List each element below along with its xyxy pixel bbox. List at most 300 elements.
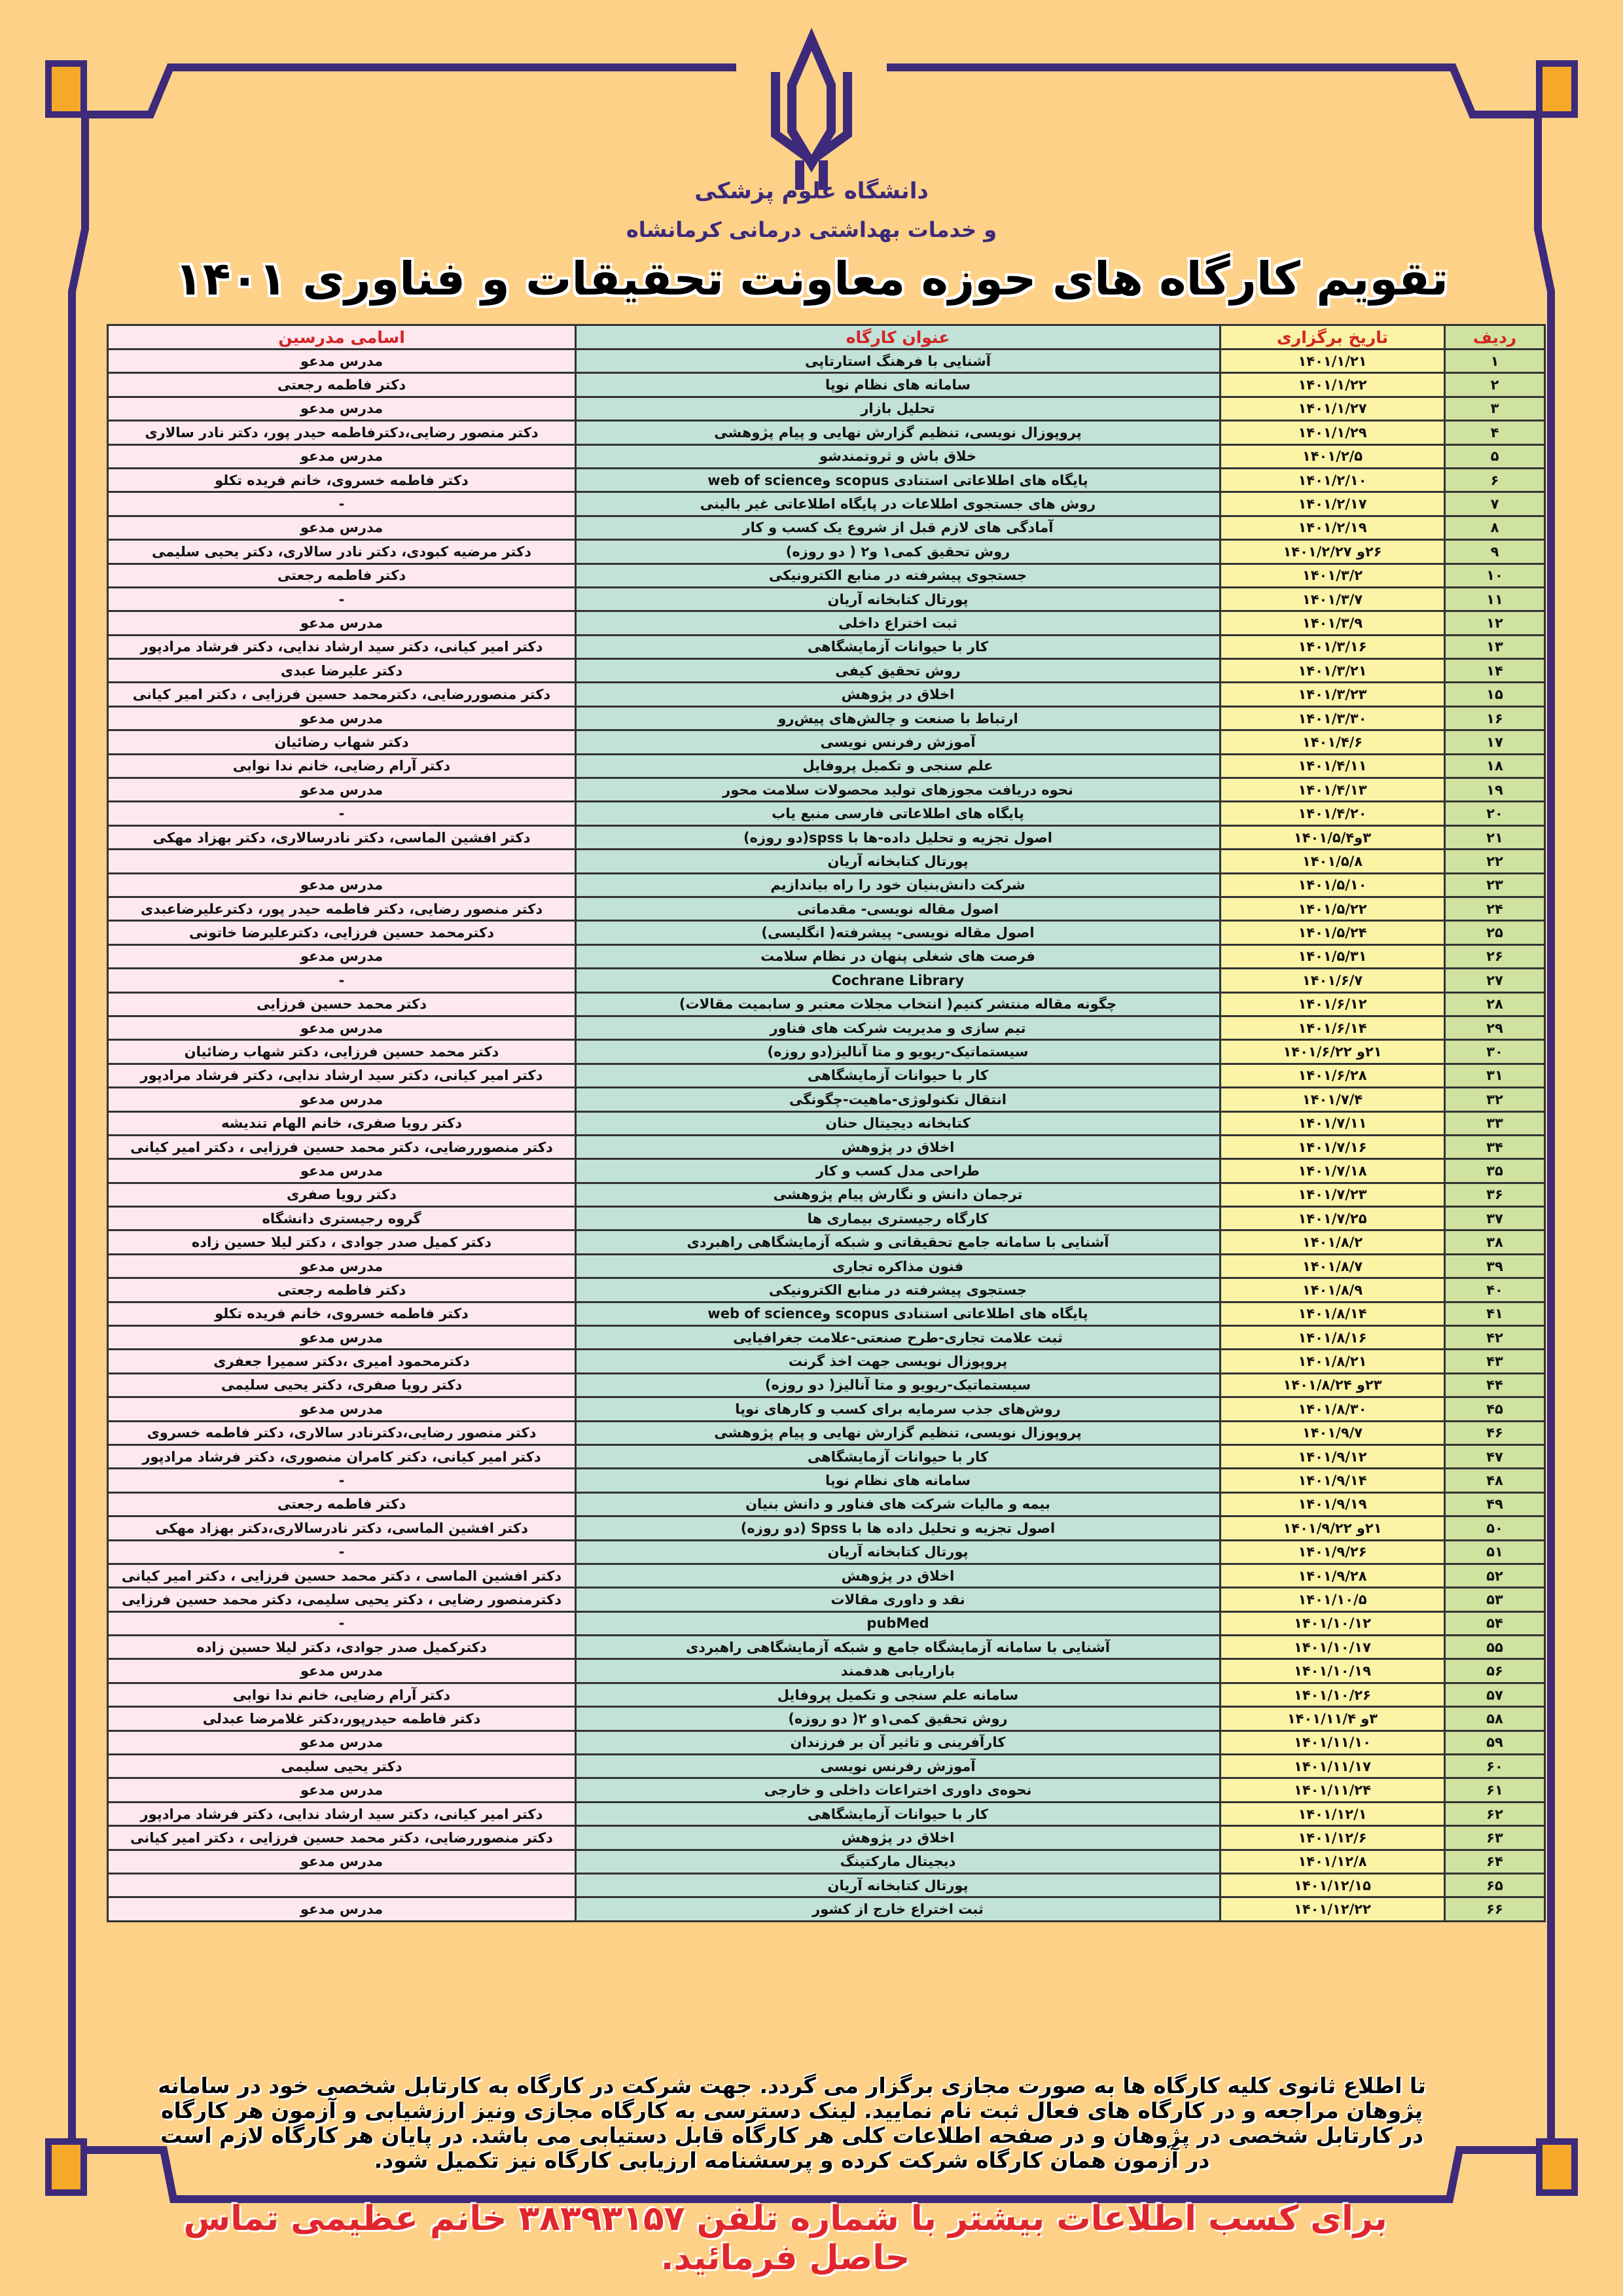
row-number: ۷ xyxy=(1445,492,1545,516)
table-row xyxy=(108,1588,1545,1611)
row-instructors: دکتر مرضیه کبودی، دکتر نادر سالاری، دکتر یحیی سلیمی xyxy=(108,540,576,564)
row-date: ۱۴۰۱/۱۲/۱ xyxy=(1221,1802,1445,1825)
row-instructors: دکتر فاطمه خسروی، خانم فریده تکلو xyxy=(108,1302,576,1325)
row-instructors: دکتر افشین الماسی ، دکتر محمد حسین فرزایی ، دکتر امیر کیانی xyxy=(108,1564,576,1587)
row-number: ۴۷ xyxy=(1445,1444,1545,1468)
row-date: ۱۴۰۱/۹/۲۸ xyxy=(1221,1564,1445,1587)
row-workshop-title: پورتال کتابخانه آریان xyxy=(576,1874,1221,1897)
row-date: ۳و ۱۴۰۱/۱۱/۴ xyxy=(1221,1707,1445,1731)
row-date: ۱۴۰۱/۸/۲ xyxy=(1221,1230,1445,1254)
table-row xyxy=(108,1874,1545,1897)
table-row xyxy=(108,350,1545,373)
row-date: ۱۴۰۱/۶/۱۴ xyxy=(1221,1016,1445,1039)
table-row xyxy=(108,659,1545,683)
table-row xyxy=(108,730,1545,754)
row-number: ۳۱ xyxy=(1445,1064,1545,1087)
row-date: ۱۴۰۱/۱۲/۶ xyxy=(1221,1826,1445,1850)
row-date: ۱۴۰۱/۷/۲۳ xyxy=(1221,1183,1445,1206)
table-row xyxy=(108,802,1545,825)
row-workshop-title: کار با حیوانات آزمایشگاهی xyxy=(576,635,1221,658)
row-number: ۴۸ xyxy=(1445,1469,1545,1492)
row-number: ۴ xyxy=(1445,421,1545,444)
row-instructors: مدرس مدعو xyxy=(108,611,576,635)
row-workshop-title: بازاریابی هدفمند xyxy=(576,1659,1221,1683)
table-body xyxy=(108,350,1545,1922)
row-instructors: دکتر کمیل صدر جوادی ، دکتر لیلا حسین زاده xyxy=(108,1230,576,1254)
row-number: ۹ xyxy=(1445,540,1545,564)
row-number: ۳۴ xyxy=(1445,1135,1545,1158)
row-number: ۶۲ xyxy=(1445,1802,1545,1825)
row-instructors: دکتر منصوررضایی، دکترمحمد حسین فرزایی ، دکتر امیر کیانی xyxy=(108,683,576,706)
row-date: ۱۴۰۱/۳/۲ xyxy=(1221,564,1445,587)
row-instructors: دکتر امیر کیانی، دکتر سید ارشاد ندایی، دکتر فرشاد مرادپور xyxy=(108,1064,576,1087)
row-number: ۵۵ xyxy=(1445,1636,1545,1659)
row-workshop-title: روش تحقیق کمی۱ و۲ ( دو روزه) xyxy=(576,540,1221,564)
row-number: ۱۳ xyxy=(1445,635,1545,658)
row-date: ۱۴۰۱/۳/۷ xyxy=(1221,587,1445,611)
row-instructors: مدرس مدعو xyxy=(108,397,576,420)
table-row xyxy=(108,1731,1545,1754)
row-instructors: دکتر آرام رضایی، خانم ندا نوابی xyxy=(108,754,576,778)
table-row xyxy=(108,944,1545,968)
row-workshop-title: پورتال کتابخانه آریان xyxy=(576,587,1221,611)
table-header-row xyxy=(108,325,1545,350)
row-date: ۱۴۰۱/۱۱/۲۴ xyxy=(1221,1778,1445,1802)
table-row xyxy=(108,611,1545,635)
row-number: ۳۰ xyxy=(1445,1040,1545,1064)
row-instructors: - xyxy=(108,492,576,516)
row-instructors: دکترکمیل صدر جوادی، دکتر لیلا حسین زاده xyxy=(108,1636,576,1659)
row-instructors: مدرس مدعو xyxy=(108,1159,576,1183)
table-row xyxy=(108,421,1545,444)
row-date: ۱۴۰۱/۹/۱۲ xyxy=(1221,1444,1445,1468)
row-instructors: مدرس مدعو xyxy=(108,444,576,468)
row-date: ۱۴۰۱/۱۰/۵ xyxy=(1221,1588,1445,1611)
row-workshop-title: جستجوی پیشرفته در منابع الکترونیکی xyxy=(576,564,1221,587)
row-workshop-title: کار با حیوانات آزمایشگاهی xyxy=(576,1064,1221,1087)
row-date: ۱۴۰۱/۶/۱۲ xyxy=(1221,992,1445,1016)
row-date: ۱۴۰۱/۸/۱۶ xyxy=(1221,1326,1445,1350)
row-instructors: دکتر رویا صفری xyxy=(108,1183,576,1206)
row-instructors: دکتر منصور رضایی،دکترنادر سالاری، دکتر فاطمه خسروی xyxy=(108,1421,576,1444)
table-row xyxy=(108,778,1545,802)
row-instructors: دکتر امیر کیانی، دکتر کامران منصوری، دکتر فرشاد مرادپور xyxy=(108,1444,576,1468)
row-date: ۲۱و ۱۴۰۱/۶/۲۲ xyxy=(1221,1040,1445,1064)
row-workshop-title: پروپوزال نویسی جهت اخذ گرنت xyxy=(576,1350,1221,1373)
row-workshop-title: پورتال کتابخانه آریان xyxy=(576,850,1221,873)
row-instructors: - xyxy=(108,1469,576,1492)
row-instructors: دکتر رویا صفری، دکتر یحیی سلیمی xyxy=(108,1373,576,1397)
row-instructors: دکتر رویا صفری، خانم الهام تندیشه xyxy=(108,1111,576,1135)
row-date: ۱۴۰۱/۵/۳۱ xyxy=(1221,944,1445,968)
table-row xyxy=(108,1111,1545,1135)
row-date: ۱۴۰۱/۷/۱۸ xyxy=(1221,1159,1445,1183)
contact-info: برای کسب اطلاعات بیشتر با شماره تلفن ۳۸۳۹۳۱۵۷ خانم عظیمی تماس حاصل فرمائید. xyxy=(183,2199,1387,2278)
row-number: ۱۶ xyxy=(1445,706,1545,730)
table-row xyxy=(108,587,1545,611)
row-number: ۴۹ xyxy=(1445,1492,1545,1516)
row-instructors: دکترمحمد حسین فرزایی، دکترعلیرضا خاتونی xyxy=(108,921,576,944)
row-number: ۵۹ xyxy=(1445,1731,1545,1754)
row-number: ۵۱ xyxy=(1445,1540,1545,1564)
row-workshop-title: بیمه و مالیات شرکت های فناور و دانش بنیان xyxy=(576,1492,1221,1516)
row-instructors: مدرس مدعو xyxy=(108,1731,576,1754)
row-date: ۱۴۰۱/۵/۸ xyxy=(1221,850,1445,873)
row-number: ۱۰ xyxy=(1445,564,1545,587)
row-instructors: دکتر امیر کیانی، دکتر سید ارشاد ندایی، دکتر فرشاد مرادپور xyxy=(108,1802,576,1825)
row-instructors: دکتر فاطمه رجعتی xyxy=(108,1492,576,1516)
table-row xyxy=(108,1826,1545,1850)
row-date: ۱۴۰۱/۱۰/۱۹ xyxy=(1221,1659,1445,1683)
row-instructors: دکتر فاطمه رجعتی xyxy=(108,1278,576,1302)
row-instructors: مدرس مدعو xyxy=(108,1850,576,1873)
row-date: ۱۴۰۱/۸/۳۰ xyxy=(1221,1397,1445,1421)
row-instructors: دکتر محمد حسین فرزایی xyxy=(108,992,576,1016)
row-date: ۱۴۰۱/۵/۱۰ xyxy=(1221,873,1445,897)
table-row xyxy=(108,1421,1545,1444)
table-row xyxy=(108,1469,1545,1492)
row-number: ۳۷ xyxy=(1445,1207,1545,1230)
row-number: ۱۸ xyxy=(1445,754,1545,778)
column-header-row-number: ردیف xyxy=(1445,325,1545,350)
row-instructors xyxy=(108,1874,576,1897)
row-instructors xyxy=(108,850,576,873)
row-workshop-title: شرکت دانش‌بنیان خود را راه بیاندازیم xyxy=(576,873,1221,897)
row-number: ۴۴ xyxy=(1445,1373,1545,1397)
row-date: ۱۴۰۱/۳/۲۱ xyxy=(1221,659,1445,683)
row-number: ۳۶ xyxy=(1445,1183,1545,1206)
row-instructors: دکتر فاطمه رجعتی xyxy=(108,564,576,587)
table-row xyxy=(108,1254,1545,1278)
row-date: ۱۴۰۱/۳/۲۳ xyxy=(1221,683,1445,706)
table-row xyxy=(108,397,1545,420)
table-row xyxy=(108,1444,1545,1468)
row-instructors: دکتر یحیی سلیمی xyxy=(108,1755,576,1778)
university-name-line2: و خدمات بهداشتی درمانی کرمانشاه xyxy=(626,217,997,242)
row-workshop-title: آشنایی با سامانه جامع تحقیقاتی و شبکه آزمایشگاهی راهبردی xyxy=(576,1230,1221,1254)
row-date: ۱۴۰۱/۶/۲۸ xyxy=(1221,1064,1445,1087)
row-date: ۱۴۰۱/۹/۱۴ xyxy=(1221,1469,1445,1492)
table-row xyxy=(108,1326,1545,1350)
table-row xyxy=(108,564,1545,587)
row-instructors: مدرس مدعو xyxy=(108,1659,576,1683)
row-instructors: دکتر منصوررضایی، دکتر محمد حسین فرزایی ، دکتر امیر کیانی xyxy=(108,1135,576,1158)
row-workshop-title: دیجیتال مارکتینگ xyxy=(576,1850,1221,1873)
table-row xyxy=(108,1135,1545,1158)
table-row xyxy=(108,992,1545,1016)
table-row xyxy=(108,444,1545,468)
row-date: ۲۳و ۱۴۰۱/۸/۲۴ xyxy=(1221,1373,1445,1397)
row-instructors: - xyxy=(108,587,576,611)
row-workshop-title: پایگاه های اطلاعاتی استنادی scopus وweb of science xyxy=(576,468,1221,492)
row-instructors: دکترمنصور رضایی ، دکتر یحیی سلیمی، دکتر محمد حسین فرزایی xyxy=(108,1588,576,1611)
row-date: ۱۴۰۱/۱/۲۱ xyxy=(1221,350,1445,373)
row-number: ۸ xyxy=(1445,516,1545,539)
row-number: ۳۳ xyxy=(1445,1111,1545,1135)
row-workshop-title: اخلاق در پژوهش xyxy=(576,683,1221,706)
row-workshop-title: چگونه مقاله منتشر کنیم( انتخاب مجلات معتبر و سابمیت مقالات) xyxy=(576,992,1221,1016)
row-workshop-title: ثبت اختراع خارج از کشور xyxy=(576,1897,1221,1921)
row-number: ۶۵ xyxy=(1445,1874,1545,1897)
row-workshop-title: نحوه‌ی داوری اختراعات داخلی و خارجی xyxy=(576,1778,1221,1802)
table-row xyxy=(108,1850,1545,1873)
row-date: ۱۴۰۱/۱۲/۱۵ xyxy=(1221,1874,1445,1897)
row-workshop-title: انتقال تکنولوژی-ماهیت-چگونگی xyxy=(576,1088,1221,1111)
table-row xyxy=(108,1159,1545,1183)
row-number: ۱۵ xyxy=(1445,683,1545,706)
row-workshop-title: اصول مقاله نویسی- پیشرفته( انگلیسی) xyxy=(576,921,1221,944)
row-workshop-title: آمادگی های لازم قبل از شروع یک کسب و کار xyxy=(576,516,1221,539)
footer-note: تا اطلاع ثانوی کلیه کارگاه ها به صورت مجازی برگزار می گردد. جهت شرکت در کارگاه به کارتابل شخصی خود در سامانه پژوهان مراجعه و در کارگاه های فعال ثبت نام نمایید. لینک دسترسی به کارگاه مجازی ونیز ارزشیابی و آزمون هر کارگاه در کارتابل شخصی در پژوهان و در صفحه اطلاعات کلی هر کارگاه قابل دستیابی می باشد. در پایان هر کارگاه لازم است در آزمون همان کارگاه شرکت کرده و پرسشنامه ارزیابی کارگاه نیز تکمیل شود. xyxy=(158,2073,1426,2173)
row-instructors: دکترمحمود امیری ،دکتر سمیرا جعفری xyxy=(108,1350,576,1373)
row-workshop-title: پروپوزال نویسی، تنظیم گزارش نهایی و پیام پژوهشی xyxy=(576,421,1221,444)
row-instructors: دکتر فاطمه رجعتی xyxy=(108,373,576,397)
table-row xyxy=(108,1302,1545,1325)
row-date: ۱۴۰۱/۹/۷ xyxy=(1221,1421,1445,1444)
kums-logo-icon xyxy=(776,39,847,190)
row-workshop-title: روش‌های جذب سرمایه برای کسب و کارهای نوپا xyxy=(576,1397,1221,1421)
row-workshop-title: آشنایی با فرهنگ استارتاپی xyxy=(576,350,1221,373)
row-workshop-title: کار با حیوانات آزمایشگاهی xyxy=(576,1444,1221,1468)
table-row xyxy=(108,1611,1545,1635)
row-date: ۱۴۰۱/۹/۱۹ xyxy=(1221,1492,1445,1516)
row-workshop-title: سیستماتیک-ریویو و متا آنالیز(دو روزه) xyxy=(576,1040,1221,1064)
row-date: ۱۴۰۱/۷/۴ xyxy=(1221,1088,1445,1111)
table-row xyxy=(108,754,1545,778)
row-number: ۲۳ xyxy=(1445,873,1545,897)
row-date: ۱۴۰۱/۳/۹ xyxy=(1221,611,1445,635)
workshop-calendar-table xyxy=(107,324,1546,1922)
table-row xyxy=(108,1755,1545,1778)
row-date: ۱۴۰۱/۲/۱۹ xyxy=(1221,516,1445,539)
row-date: ۳و۱۴۰۱/۵/۴ xyxy=(1221,825,1445,849)
table-row xyxy=(108,1659,1545,1683)
page-title: تقویم کارگاه های حوزه معاونت تحقیقات و فناوری ۱۴۰۱ xyxy=(174,252,1449,306)
row-number: ۱۲ xyxy=(1445,611,1545,635)
row-number: ۵۰ xyxy=(1445,1516,1545,1540)
table-row xyxy=(108,1088,1545,1111)
row-workshop-title: اصول تجزیه و تحلیل داده-ها با spss(دو روزه) xyxy=(576,825,1221,849)
row-date: ۱۴۰۱/۱/۲۲ xyxy=(1221,373,1445,397)
row-instructors: دکتر محمد حسین فرزایی، دکتر شهاب رضائیان xyxy=(108,1040,576,1064)
table-row xyxy=(108,468,1545,492)
row-number: ۲۷ xyxy=(1445,969,1545,992)
row-workshop-title: سامانه های نظام نوپا xyxy=(576,373,1221,397)
row-date: ۱۴۰۱/۱۱/۱۰ xyxy=(1221,1731,1445,1754)
row-number: ۴۰ xyxy=(1445,1278,1545,1302)
table-row xyxy=(108,706,1545,730)
row-instructors: مدرس مدعو xyxy=(108,350,576,373)
row-date: ۱۴۰۱/۸/۲۱ xyxy=(1221,1350,1445,1373)
row-number: ۵۲ xyxy=(1445,1564,1545,1587)
row-date: ۱۴۰۱/۱/۲۷ xyxy=(1221,397,1445,420)
row-date: ۱۴۰۱/۵/۲۴ xyxy=(1221,921,1445,944)
row-workshop-title: ثبت علامت تجاری-طرح صنعتی-علامت جغرافیایی xyxy=(576,1326,1221,1350)
row-date: ۱۴۰۱/۱۰/۱۷ xyxy=(1221,1636,1445,1659)
row-workshop-title: اخلاق در پژوهش xyxy=(576,1135,1221,1158)
row-number: ۲ xyxy=(1445,373,1545,397)
table-row xyxy=(108,1207,1545,1230)
row-instructors: گروه رجیستری دانشگاه xyxy=(108,1207,576,1230)
row-date: ۱۴۰۱/۳/۱۶ xyxy=(1221,635,1445,658)
row-workshop-title: فرصت های شغلی پنهان در نظام سلامت xyxy=(576,944,1221,968)
row-date: ۱۴۰۱/۱/۲۹ xyxy=(1221,421,1445,444)
row-date: ۱۴۰۱/۵/۲۲ xyxy=(1221,897,1445,920)
row-workshop-title: سامانه علم سنجی و تکمیل پروفایل xyxy=(576,1683,1221,1706)
row-date: ۱۴۰۱/۸/۷ xyxy=(1221,1254,1445,1278)
row-workshop-title: روش تحقیق کیفی xyxy=(576,659,1221,683)
row-number: ۲۶ xyxy=(1445,944,1545,968)
table-row xyxy=(108,1278,1545,1302)
row-instructors: دکتر شهاب رضائیان xyxy=(108,730,576,754)
row-number: ۲۰ xyxy=(1445,802,1545,825)
row-number: ۵۷ xyxy=(1445,1683,1545,1706)
row-number: ۶۶ xyxy=(1445,1897,1545,1921)
row-number: ۲۵ xyxy=(1445,921,1545,944)
row-workshop-title: Cochrane Library xyxy=(576,969,1221,992)
table-row xyxy=(108,1516,1545,1540)
row-instructors: مدرس مدعو xyxy=(108,1897,576,1921)
table-row xyxy=(108,921,1545,944)
row-number: ۳۵ xyxy=(1445,1159,1545,1183)
column-header-workshop-title: عنوان کارگاه xyxy=(576,325,1221,350)
row-instructors: - xyxy=(108,969,576,992)
row-workshop-title: ترجمان دانش و نگارش پیام پژوهشی xyxy=(576,1183,1221,1206)
row-date: ۱۴۰۱/۳/۳۰ xyxy=(1221,706,1445,730)
row-instructors: مدرس مدعو xyxy=(108,1088,576,1111)
row-workshop-title: روش های جستجوی اطلاعات در پایگاه اطلاعاتی غیر بالینی xyxy=(576,492,1221,516)
table-row xyxy=(108,1183,1545,1206)
table-row xyxy=(108,1373,1545,1397)
row-workshop-title: تحلیل بازار xyxy=(576,397,1221,420)
table-row xyxy=(108,1683,1545,1706)
table-row xyxy=(108,635,1545,658)
row-number: ۴۳ xyxy=(1445,1350,1545,1373)
row-number: ۳ xyxy=(1445,397,1545,420)
row-date: ۱۴۰۱/۷/۱۶ xyxy=(1221,1135,1445,1158)
row-workshop-title: ارتباط با صنعت و چالش‌های پیش‌رو xyxy=(576,706,1221,730)
row-number: ۶ xyxy=(1445,468,1545,492)
row-instructors: مدرس مدعو xyxy=(108,516,576,539)
row-date: ۱۴۰۱/۲/۱۰ xyxy=(1221,468,1445,492)
university-name-line1: دانشگاه علوم پزشکی xyxy=(694,178,929,204)
row-date: ۲۱و ۱۴۰۱/۹/۲۲ xyxy=(1221,1516,1445,1540)
row-date: ۱۴۰۱/۲/۵ xyxy=(1221,444,1445,468)
table-row xyxy=(108,492,1545,516)
row-date: ۱۴۰۱/۷/۲۵ xyxy=(1221,1207,1445,1230)
row-number: ۱۷ xyxy=(1445,730,1545,754)
row-number: ۱۱ xyxy=(1445,587,1545,611)
table-row xyxy=(108,873,1545,897)
table-row xyxy=(108,516,1545,539)
row-workshop-title: فنون مذاکره تجاری xyxy=(576,1254,1221,1278)
row-number: ۴۶ xyxy=(1445,1421,1545,1444)
row-date: ۱۴۰۱/۴/۱۳ xyxy=(1221,778,1445,802)
row-workshop-title: پروپوزال نویسی، تنظیم گزارش نهایی و پیام پژوهشی xyxy=(576,1421,1221,1444)
row-workshop-title: آموزش رفرنس نویسی xyxy=(576,730,1221,754)
row-number: ۶۳ xyxy=(1445,1826,1545,1850)
table-row xyxy=(108,850,1545,873)
row-instructors: دکتر منصوررضایی، دکتر محمد حسین فرزایی ، دکتر امیر کیانی xyxy=(108,1826,576,1850)
row-workshop-title: کارگاه رجیستری بیماری ها xyxy=(576,1207,1221,1230)
row-instructors: مدرس مدعو xyxy=(108,1778,576,1802)
table-row xyxy=(108,1540,1545,1564)
row-workshop-title: پورتال کتابخانه آریان xyxy=(576,1540,1221,1564)
row-number: ۵۶ xyxy=(1445,1659,1545,1683)
row-date: ۱۴۰۱/۸/۹ xyxy=(1221,1278,1445,1302)
row-date: ۱۴۰۱/۲/۱۷ xyxy=(1221,492,1445,516)
row-date: ۱۴۰۱/۱۲/۸ xyxy=(1221,1850,1445,1873)
row-workshop-title: اصول تجزیه و تحلیل داده ها با Spss (دو روزه) xyxy=(576,1516,1221,1540)
table-row xyxy=(108,969,1545,992)
row-instructors: دکتر افشین الماسی، دکتر نادرسالاری،دکتر بهزاد مهکی xyxy=(108,1516,576,1540)
table-row xyxy=(108,825,1545,849)
row-workshop-title: طراحی مدل کسب و کار xyxy=(576,1159,1221,1183)
table-row xyxy=(108,1778,1545,1802)
row-instructors: مدرس مدعو xyxy=(108,1397,576,1421)
row-instructors: - xyxy=(108,1540,576,1564)
row-instructors: دکتر امیر کیانی، دکتر سید ارشاد ندایی، دکتر فرشاد مرادپور xyxy=(108,635,576,658)
column-header-instructors: اسامی مدرسین xyxy=(108,325,576,350)
row-number: ۲۱ xyxy=(1445,825,1545,849)
row-date: ۲۶و ۱۴۰۱/۲/۲۷ xyxy=(1221,540,1445,564)
row-workshop-title: کتابخانه دیجیتال حنان xyxy=(576,1111,1221,1135)
row-number: ۶۴ xyxy=(1445,1850,1545,1873)
row-date: ۱۴۰۱/۱۰/۱۲ xyxy=(1221,1611,1445,1635)
row-instructors: دکتر علیرضا عبدی xyxy=(108,659,576,683)
row-workshop-title: اصول مقاله نویسی- مقدماتی xyxy=(576,897,1221,920)
row-number: ۳۸ xyxy=(1445,1230,1545,1254)
table-row xyxy=(108,1064,1545,1087)
table-row xyxy=(108,1707,1545,1731)
row-instructors: دکتر فاطمه حیدرپور،دکتر غلامرضا عبدلی xyxy=(108,1707,576,1731)
table-row xyxy=(108,1016,1545,1039)
row-workshop-title: سامانه های نظام نوپا xyxy=(576,1469,1221,1492)
row-instructors: مدرس مدعو xyxy=(108,778,576,802)
row-workshop-title: روش تحقیق کمی۱و ۲( دو روزه) xyxy=(576,1707,1221,1731)
table-row xyxy=(108,897,1545,920)
row-number: ۵ xyxy=(1445,444,1545,468)
table-row xyxy=(108,1397,1545,1421)
row-instructors: مدرس مدعو xyxy=(108,706,576,730)
row-instructors: مدرس مدعو xyxy=(108,873,576,897)
table-row xyxy=(108,1492,1545,1516)
table-row xyxy=(108,1564,1545,1587)
row-number: ۳۲ xyxy=(1445,1088,1545,1111)
row-workshop-title: پایگاه های اطلاعاتی فارسی منبع یاب xyxy=(576,802,1221,825)
row-number: ۵۸ xyxy=(1445,1707,1545,1731)
row-workshop-title: آموزش رفرنس نویسی xyxy=(576,1755,1221,1778)
row-number: ۲۲ xyxy=(1445,850,1545,873)
row-number: ۶۰ xyxy=(1445,1755,1545,1778)
row-instructors: دکتر منصور رضایی، دکتر فاطمه حیدر پور، دکترعلیرضاعبدی xyxy=(108,897,576,920)
row-workshop-title: نحوه دریافت مجوزهای تولید محصولات سلامت محور xyxy=(576,778,1221,802)
row-number: ۱۹ xyxy=(1445,778,1545,802)
row-workshop-title: نقد و داوری مقالات xyxy=(576,1588,1221,1611)
row-workshop-title: پایگاه های اطلاعاتی استنادی scopus وweb of science xyxy=(576,1302,1221,1325)
row-workshop-title: کارآفرینی و تاثیر آن بر فرزندان xyxy=(576,1731,1221,1754)
row-number: ۵۴ xyxy=(1445,1611,1545,1635)
row-instructors: مدرس مدعو xyxy=(108,944,576,968)
row-date: ۱۴۰۱/۴/۱۱ xyxy=(1221,754,1445,778)
table-row xyxy=(108,1897,1545,1921)
row-instructors: مدرس مدعو xyxy=(108,1016,576,1039)
row-workshop-title: pubMed xyxy=(576,1611,1221,1635)
row-number: ۳۹ xyxy=(1445,1254,1545,1278)
row-workshop-title: تیم سازی و مدیریت شرکت های فناور xyxy=(576,1016,1221,1039)
row-date: ۱۴۰۱/۱۱/۱۷ xyxy=(1221,1755,1445,1778)
table-row xyxy=(108,373,1545,397)
